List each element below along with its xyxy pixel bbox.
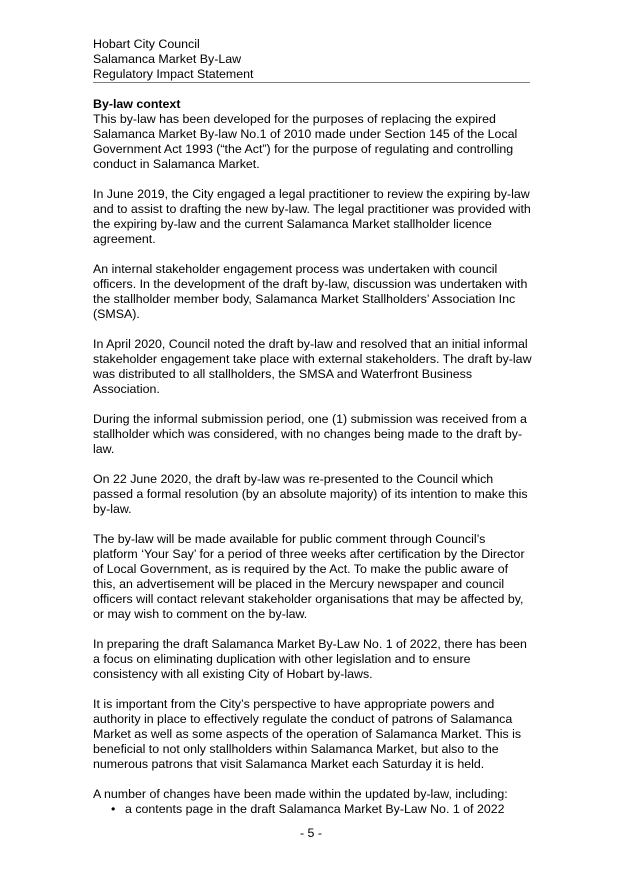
- header-divider: [93, 82, 530, 83]
- header-document-title: Salamanca Market By-Law: [93, 52, 242, 66]
- paragraph: A number of changes have been made within the updated by-law, including:: [93, 787, 508, 801]
- document-body: [93, 97, 533, 817]
- paragraph: In June 2019, the City engaged a legal practitioner to review the expiring by-law and to assist to drafting the new by-law. The legal practitioner was provided with the expiring by-law and the current Salamanca Market stallholder licence agreement.: [93, 187, 531, 246]
- paragraph: During the informal submission period, one (1) submission was received from a stallholder which was considered, with no changes being made to the draft by-law.: [93, 412, 527, 456]
- bullet-icon: •: [111, 802, 116, 816]
- paragraph: This by-law has been developed for the purposes of replacing the expired Salamanca Market By-law No.1 of 2010 made under Section 145 of the Local Government Act 1993 (“the Act”) for the purpose of regulating and controlling conduct in Salamanca Market.: [93, 112, 518, 171]
- page-number: - 5 -: [299, 826, 323, 840]
- section-heading: By-law context: [93, 97, 181, 111]
- page-header: [93, 37, 530, 82]
- paragraph: In preparing the draft Salamanca Market By-Law No. 1 of 2022, there has been a focus on eliminating duplication with other legislation and to ensure consistency with all existing City of Hobart by-laws.: [93, 637, 527, 681]
- paragraph: It is important from the City’s perspective to have appropriate powers and authority in place to effectively regulate the conduct of patrons of Salamanca Market as well as some aspects of the operation of Salamanca Market. This is beneficial to not only stallholders within Salamanca Market, but also to the numerous patrons that visit Salamanca Market each Saturday it is held.: [93, 697, 522, 771]
- paragraph: The by-law will be made available for public comment through Council’s platform ‘Your Say’ for a period of three weeks after certification by the Director of Local Government, as is required by the Act. To make the public aware of this, an advertisement will be placed in the Mercury newspaper and council officers will contact relevant stakeholder organisations that may be affected by, or may wish to comment on the by-law.: [93, 532, 525, 621]
- header-organisation: Hobart City Council: [93, 37, 200, 51]
- changes-list: [93, 802, 533, 817]
- list-item-text: a contents page in the draft Salamanca Market By-Law No. 1 of 2022: [125, 802, 505, 816]
- list-item: [93, 802, 533, 817]
- paragraph: On 22 June 2020, the draft by-law was re-presented to the Council which passed a formal resolution (by an absolute majority) of its intention to make this by-law.: [93, 472, 528, 516]
- paragraph: An internal stakeholder engagement process was undertaken with council officers. In the development of the draft by-law, discussion was undertaken with the stallholder member body, Salamanca Market Stallholders’ Association Inc (SMSA).: [93, 262, 528, 321]
- header-document-type: Regulatory Impact Statement: [93, 67, 254, 81]
- paragraph: In April 2020, Council noted the draft by-law and resolved that an initial informal stakeholder engagement take place with external stakeholders. The draft by-law was distributed to all stallholders, the SMSA and Waterfront Business Association.: [93, 337, 532, 396]
